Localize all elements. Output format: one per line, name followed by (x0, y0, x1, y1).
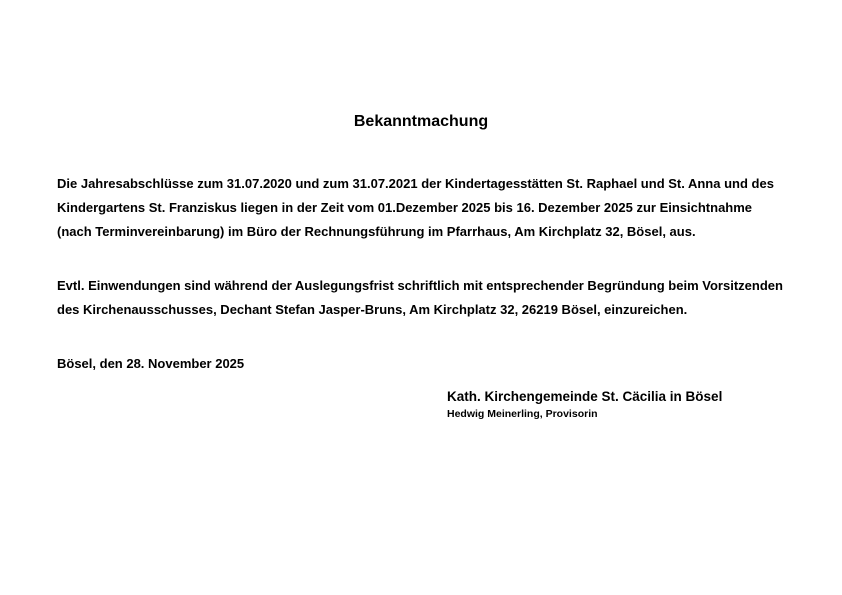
place-date-line: Bösel, den 28. November 2025 (57, 356, 245, 371)
announcement-paragraph-1: Die Jahresabschlüsse zum 31.07.2020 und zum 31.07.2021 der Kindertagesstätten St. Raphael und St. Anna und des Kindergartens St. Franziskus liegen in der Zeit vom 01.Dezember 2025 bis 16. Dezember 2025 zur Einsichtnahme (nach Terminvereinbarung) im Büro der Rechnungsführung im Pfarrhaus, Am Kirchplatz 32, Bösel, aus. (57, 176, 774, 239)
signature-organization: Kath. Kirchengemeinde St. Cäcilia in Bösel (447, 389, 723, 404)
signature-name: Hedwig Meinerling, Provisorin (447, 408, 598, 420)
objection-paragraph: Evtl. Einwendungen sind während der Auslegungsfrist schriftlich mit entsprechender Begründung beim Vorsitzenden des Kirchenausschusses, Dechant Stefan Jasper-Bruns, Am Kirchplatz 32, 26219 Bösel, einzureichen. (57, 278, 783, 317)
signature-block (447, 388, 807, 422)
page-title: Bekanntmachung (353, 113, 489, 130)
